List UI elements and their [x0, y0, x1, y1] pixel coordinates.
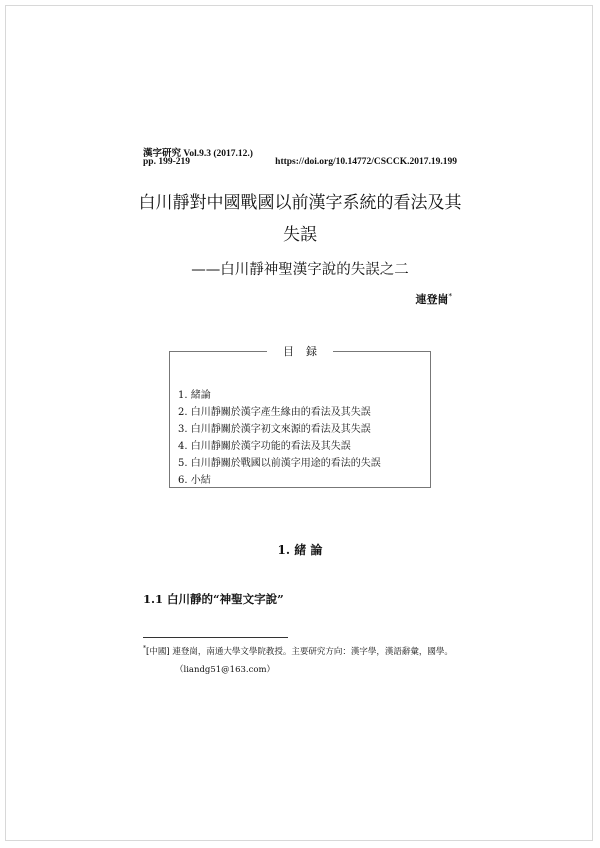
toc-item: 5. 白川靜關於戰國以前漢字用途的看法的失誤	[178, 458, 381, 469]
footnote-mark: *	[143, 645, 146, 653]
journal-info: 漢字研究 Vol.9.3 (2017.12.)	[143, 149, 253, 159]
author-name: 連登崗	[415, 293, 449, 306]
author	[416, 291, 453, 307]
toc-item: 3. 白川靜關於漢字初文來源的看法及其失誤	[178, 424, 371, 435]
author-footnote-mark: *	[448, 292, 452, 301]
footnote-author	[143, 645, 453, 657]
footnote-email: （liandg51@163.com）	[175, 665, 276, 675]
subsection-heading-1-1: 1.1 白川靜的“神聖文字說”	[143, 592, 284, 606]
toc-title: 目録	[0, 343, 600, 359]
toc-item: 4. 白川靜關於漢字功能的看法及其失誤	[178, 441, 351, 452]
paper-title-line-1: 白川靜對中國戰國以前漢字系統的看法及其	[138, 193, 462, 213]
doi-link[interactable]: https://doi.org/10.14772/CSCCK.2017.19.199	[275, 157, 457, 167]
paper-title-line-2: 失誤	[283, 225, 317, 245]
toc-item: 1. 緒論	[178, 390, 211, 401]
toc-item: 2. 白川靜關於漢字產生緣由的看法及其失誤	[178, 407, 371, 418]
toc-item: 6. 小結	[178, 475, 211, 486]
toc-list	[178, 387, 381, 489]
section-heading-1: 1. 緒 論	[277, 543, 323, 557]
footnote-divider	[143, 637, 288, 638]
page-range: pp. 199-219	[143, 157, 190, 167]
footnote-text: [中國] 連登崗，南通大學文學院教授。主要研究方向：漢字學，漢語辭彙，國學。	[146, 647, 453, 657]
paper-subtitle: ——白川靜神聖漢字說的失誤之二	[191, 262, 409, 278]
